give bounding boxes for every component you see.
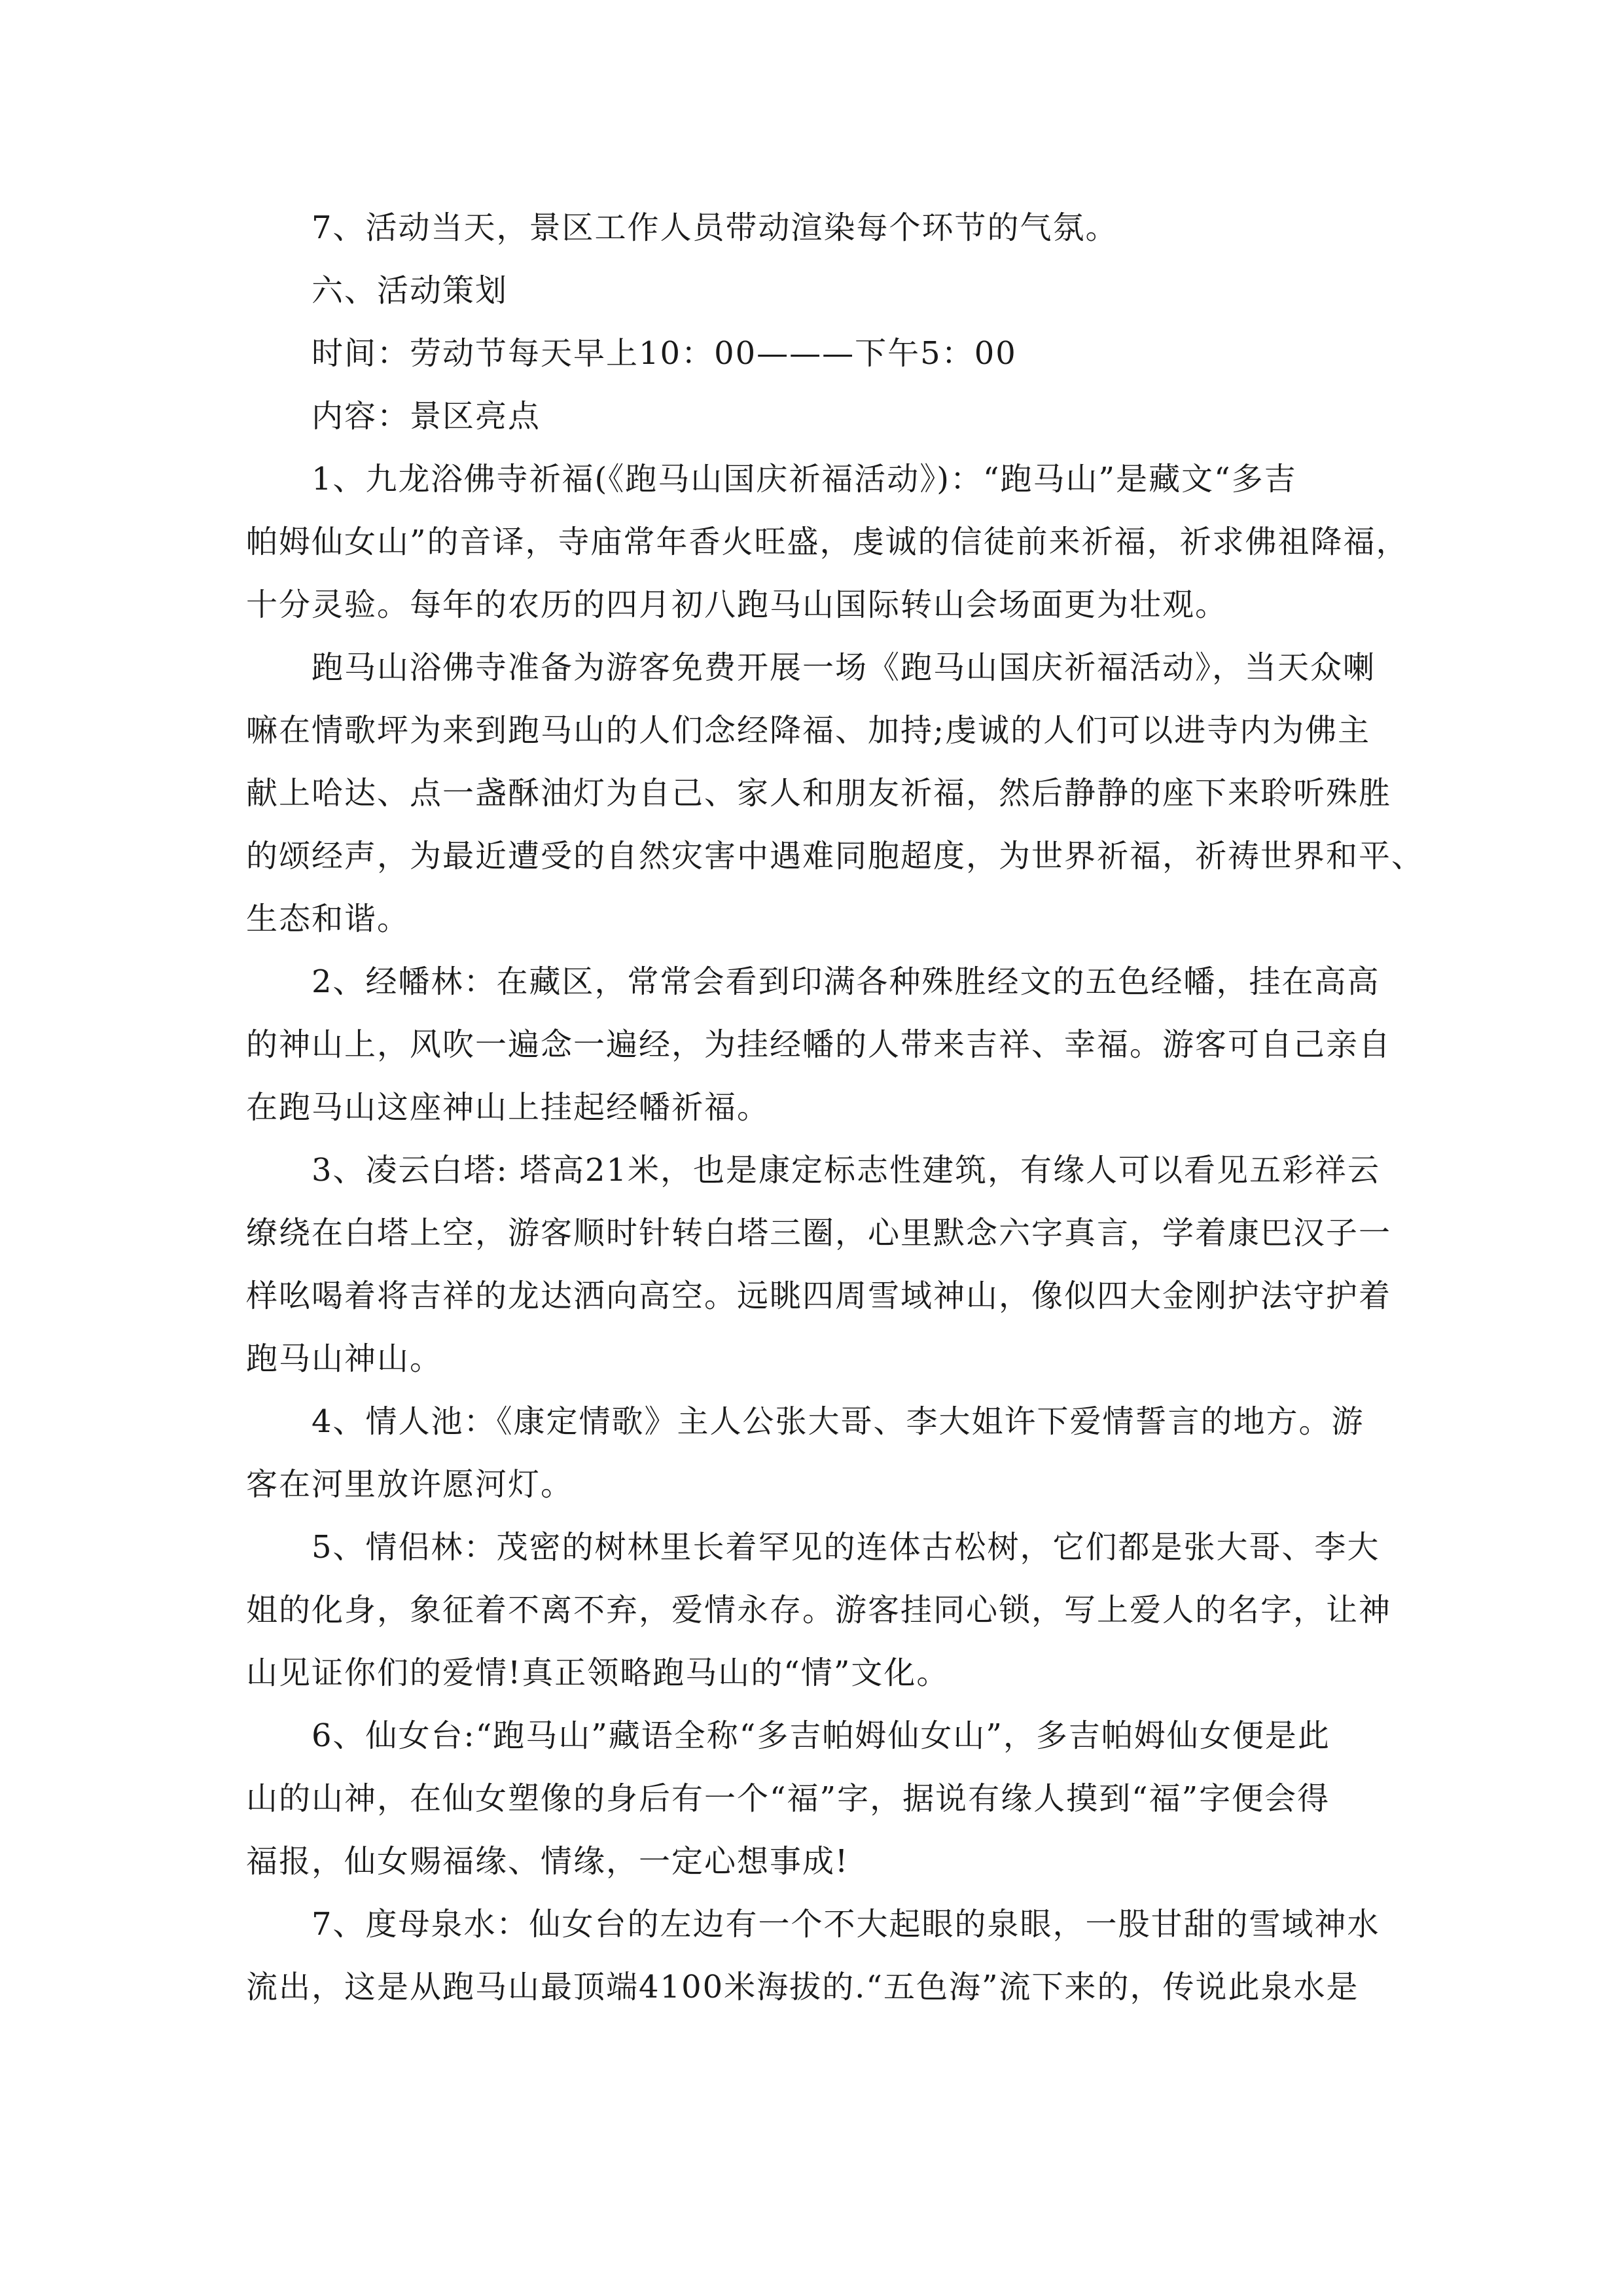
text-line: 7、活动当天，景区工作人员带动渲染每个环节的气氛。 — [312, 209, 1118, 246]
text-line: 7、度母泉水：仙女台的左边有一个不大起眼的泉眼，一股甘甜的雪域神水 — [312, 1906, 1380, 1943]
text-line: 嘛在情歌坪为来到跑马山的人们念经降福、加持;虔诚的人们可以进寺内为佛主 — [246, 712, 1371, 749]
text-line: 4、情人池：《康定情歌》主人公张大哥、李大姐许下爱情誓言的地方。游 — [312, 1403, 1364, 1440]
text-line: 2、经幡林：在藏区，常常会看到印满各种殊胜经文的五色经幡，挂在高高 — [312, 963, 1380, 1000]
text-line: 缭绕在白塔上空，游客顺时针转白塔三圈，心里默念六字真言，学着康巴汉子一 — [246, 1215, 1392, 1251]
text-line: 跑马山神山。 — [246, 1340, 443, 1377]
text-line: 山的山神，在仙女塑像的身后有一个“福”字，据说有缘人摸到“福”字便会得 — [246, 1780, 1330, 1817]
text-line: 的神山上，风吹一遍念一遍经，为挂经幡的人带来吉祥、幸福。游客可自己亲自 — [246, 1026, 1392, 1063]
text-line: 客在河里放许愿河灯。 — [246, 1466, 574, 1503]
text-line: 十分灵验。每年的农历的四月初八跑马山国际转山会场面更为壮观。 — [246, 586, 1228, 623]
text-line: 福报，仙女赐福缘、情缘，一定心想事成! — [246, 1843, 849, 1880]
text-line: 帕姆仙女山”的音译，寺庙常年香火旺盛，虔诚的信徒前来祈福，祈求佛祖降福， — [246, 524, 1409, 560]
text-line: 样吆喝着将吉祥的龙达洒向高空。远眺四周雪域神山，像似四大金刚护法守护着 — [246, 1278, 1392, 1314]
text-line: 5、情侣林：茂密的树林里长着罕见的连体古松树，它们都是张大哥、李大 — [312, 1529, 1380, 1566]
text-line: 在跑马山这座神山上挂起经幡祈福。 — [246, 1089, 770, 1126]
text-line: 6、仙女台:“跑马山”藏语全称“多吉帕姆仙女山”，多吉帕姆仙女便是此 — [312, 1717, 1330, 1754]
document-page — [246, 196, 1425, 2018]
text-line: 姐的化身，象征着不离不弃，爱情永存。游客挂同心锁，写上爱人的名字，让神 — [246, 1592, 1392, 1628]
text-line: 生态和谐。 — [246, 901, 410, 937]
text-line: 内容：景区亮点 — [312, 398, 541, 435]
text-line: 1、九龙浴佛寺祈福(《跑马山国庆祈福活动》)：“跑马山”是藏文“多吉 — [312, 461, 1297, 497]
text-line: 流出，这是从跑马山最顶端4100米海拔的.“五色海”流下来的，传说此泉水是 — [246, 1969, 1359, 2005]
text-line: 跑马山浴佛寺准备为游客免费开展一场《跑马山国庆祈福活动》，当天众喇 — [312, 649, 1376, 686]
text-line: 的颂经声，为最近遭受的自然灾害中遇难同胞超度，为世界祈福，祈祷世界和平、 — [246, 838, 1425, 874]
text-line: 时间：劳动节每天早上10：00———下午5：00 — [312, 335, 1017, 372]
text-line: 3、凌云白塔: 塔高21米，也是康定标志性建筑，有缘人可以看见五彩祥云 — [312, 1152, 1381, 1189]
section-heading: 六、活动策划 — [312, 272, 508, 309]
text-line: 献上哈达、点一盏酥油灯为自己、家人和朋友祈福，然后静静的座下来聆听殊胜 — [246, 775, 1392, 812]
text-line: 山见证你们的爱情!真正领略跑马山的“情”文化。 — [246, 1655, 950, 1691]
